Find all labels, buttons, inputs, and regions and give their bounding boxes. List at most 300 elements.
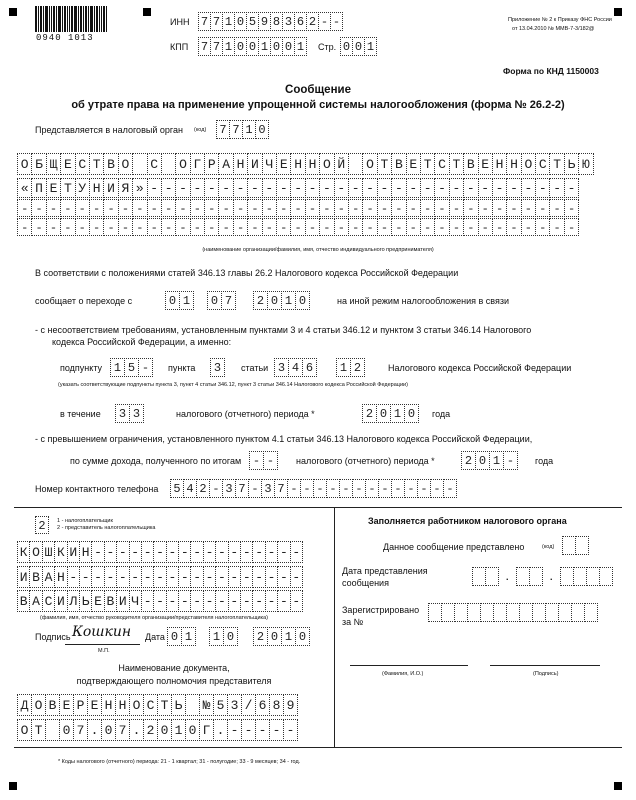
char-cell: - [161, 199, 176, 217]
char-cell: - [535, 218, 550, 236]
char-cell [506, 603, 520, 622]
char-cell: 9 [283, 694, 298, 716]
char-cell: 5 [246, 12, 259, 31]
char-cell: 7 [229, 120, 243, 139]
char-cell: 1 [489, 451, 504, 470]
char-cell: 1 [364, 37, 377, 56]
submitted-label: Данное сообщение представлено [383, 542, 525, 552]
char-cell: А [218, 153, 233, 175]
char-cell: Ш [42, 541, 55, 563]
char-cell: Ь [564, 153, 579, 175]
char-cell: - [129, 566, 142, 588]
org-name-row-3[interactable] [17, 199, 579, 217]
char-cell: К [17, 541, 30, 563]
char-cell: - [17, 199, 32, 217]
sign-date-month[interactable] [209, 627, 238, 646]
office-date-day[interactable] [472, 567, 499, 586]
char-cell: - [190, 590, 203, 612]
char-cell: - [31, 218, 46, 236]
char-cell: Т [377, 153, 392, 175]
inn-field[interactable] [198, 12, 343, 31]
char-cell: 3 [274, 358, 289, 377]
char-cell: - [204, 218, 219, 236]
char-cell: - [463, 178, 478, 198]
char-cell: - [330, 12, 343, 31]
char-cell: Ь [79, 590, 92, 612]
barcode-number: 0940 1013 [36, 33, 94, 43]
char-cell: - [132, 199, 147, 217]
char-cell: - [377, 218, 392, 236]
section-divider [14, 507, 622, 508]
registered-number-field[interactable] [428, 603, 598, 622]
char-cell: С [42, 590, 55, 612]
char-cell: 2 [350, 358, 365, 377]
char-cell: 1 [336, 358, 351, 377]
char-cell: Е [406, 153, 421, 175]
char-cell: - [178, 590, 191, 612]
registration-mark-top-left [9, 8, 17, 16]
char-cell: И [247, 153, 262, 175]
char-cell: - [276, 199, 291, 217]
char-cell: - [141, 590, 154, 612]
signer-surname-row[interactable] [17, 541, 303, 563]
char-cell [428, 603, 442, 622]
noncompliance-text2: кодекса Российской Федерации, а именно: [52, 337, 232, 347]
char-cell: - [233, 218, 248, 236]
char-cell: Я [118, 178, 133, 198]
signer-name-row[interactable] [17, 566, 303, 588]
char-cell: - [443, 479, 457, 498]
char-cell: 6 [255, 694, 270, 716]
point-field[interactable] [210, 358, 225, 377]
char-cell: - [141, 541, 154, 563]
char-cell [485, 567, 499, 586]
char-cell: 8 [270, 12, 283, 31]
char-cell: - [147, 218, 162, 236]
office-date-label1: Дата представления [342, 566, 428, 576]
char-cell: - [147, 199, 162, 217]
char-cell: 0 [246, 37, 259, 56]
char-cell: Т [449, 153, 464, 175]
char-cell: - [549, 218, 564, 236]
char-cell [441, 603, 455, 622]
char-cell: 5 [170, 479, 184, 498]
office-date-month[interactable] [516, 567, 543, 586]
char-cell: - [240, 541, 253, 563]
char-cell: 3 [129, 404, 144, 423]
char-cell: В [45, 694, 60, 716]
char-cell: - [305, 199, 320, 217]
char-cell: - [104, 566, 117, 588]
char-cell: - [377, 199, 392, 217]
char-cell: - [334, 218, 349, 236]
char-cell: - [318, 12, 331, 31]
char-cell: О [129, 694, 144, 716]
char-cell: - [319, 199, 334, 217]
registration-mark-bottom-right [614, 782, 622, 790]
char-cell: - [449, 199, 464, 217]
char-cell: - [492, 178, 507, 198]
doc-row-1[interactable] [17, 694, 298, 716]
char-cell: - [166, 566, 179, 588]
char-cell: - [492, 199, 507, 217]
char-cell: - [91, 566, 104, 588]
char-cell: 3 [210, 358, 225, 377]
char-cell: - [153, 541, 166, 563]
char-cell: - [218, 178, 233, 198]
during-label: в течение [60, 409, 101, 419]
char-cell: 0 [165, 291, 180, 310]
char-cell [493, 603, 507, 622]
char-cell: В [17, 590, 30, 612]
char-cell: - [203, 566, 216, 588]
char-cell: - [406, 218, 421, 236]
code-tail: Налогового кодекса Российской Федерации [388, 363, 572, 373]
char-cell: В [29, 566, 42, 588]
char-cell: - [463, 218, 478, 236]
char-cell: - [118, 218, 133, 236]
char-cell: 0 [234, 12, 247, 31]
char-cell: - [215, 590, 228, 612]
char-cell: 0 [223, 627, 238, 646]
char-cell [467, 603, 481, 622]
char-cell: - [75, 199, 90, 217]
char-cell: Б [31, 153, 46, 175]
page-label: Стр. [318, 42, 337, 52]
char-cell: - [391, 199, 406, 217]
char-cell: Т [89, 153, 104, 175]
char-cell: - [67, 566, 80, 588]
char-cell: - [535, 178, 550, 198]
doc-title-line1: Наименование документа, [118, 663, 230, 673]
form-code: Форма по КНД 1150003 [503, 66, 599, 76]
subpoint-label: подпункту [60, 363, 103, 373]
char-cell: - [362, 178, 377, 198]
char-cell: - [263, 451, 278, 470]
char-cell: - [290, 566, 303, 588]
char-cell: 0 [270, 37, 283, 56]
char-cell: Ч [129, 590, 142, 612]
char-cell: Р [204, 153, 219, 175]
title-line2: об утрате права на применение упрощенной системы налогообложения (форма № 26.2-2) [71, 99, 565, 111]
date-separator: . [550, 572, 553, 582]
appendix-line2: от 13.04.2010 № ММВ-7-3/182@ [512, 26, 595, 32]
sign-date-year[interactable] [253, 627, 310, 646]
char-cell: 2 [196, 479, 210, 498]
char-cell: - [420, 178, 435, 198]
char-cell: - [362, 199, 377, 217]
char-cell: 1 [258, 37, 271, 56]
transition-month[interactable] [207, 291, 236, 310]
char-cell: Н [305, 153, 320, 175]
authority-label: Представляется в налоговый орган [35, 125, 183, 135]
char-cell: № [199, 694, 214, 716]
char-cell: - [190, 218, 205, 236]
char-cell: О [118, 153, 133, 175]
char-cell: 7 [216, 120, 230, 139]
char-cell: . [213, 719, 228, 741]
transition-year[interactable] [253, 291, 310, 310]
authority-code-field[interactable] [216, 120, 269, 139]
char-cell: 0 [267, 627, 282, 646]
char-cell: - [227, 719, 242, 741]
char-cell: - [549, 178, 564, 198]
char-cell: - [265, 541, 278, 563]
char-cell: - [79, 566, 92, 588]
char-cell: - [334, 199, 349, 217]
char-cell [573, 567, 587, 586]
char-cell: - [362, 218, 377, 236]
char-cell: - [549, 199, 564, 217]
char-cell: 7 [235, 479, 249, 498]
char-cell: - [190, 566, 203, 588]
char-cell: 0 [267, 291, 282, 310]
page-field[interactable] [340, 37, 377, 56]
excess-year-field[interactable] [461, 451, 518, 470]
char-cell: 6 [294, 12, 307, 31]
char-cell: 1 [179, 291, 194, 310]
kpp-field[interactable] [198, 37, 307, 56]
registration-mark-top-right [614, 8, 622, 16]
char-cell [132, 153, 147, 175]
char-cell: 3 [227, 694, 242, 716]
org-name-row-1[interactable] [17, 153, 594, 175]
char-cell: 1 [181, 627, 196, 646]
char-cell: 1 [281, 291, 296, 310]
char-cell: - [420, 199, 435, 217]
char-cell [560, 567, 574, 586]
period-label: налогового (отчетного) периода * [176, 409, 315, 419]
char-cell: 0 [475, 451, 490, 470]
char-cell: - [290, 178, 305, 198]
signer-type-field[interactable] [35, 516, 49, 534]
char-cell: 2 [253, 627, 268, 646]
office-sign-caption: (Подпись) [533, 671, 559, 677]
char-cell: 0 [185, 719, 200, 741]
char-cell: - [290, 218, 305, 236]
statement-text: В соответствии с положениями статей 346.13 главы 26.2 Налогового кодекса Российской Федерации [35, 268, 459, 278]
char-cell: О [17, 719, 32, 741]
char-cell: Н [101, 694, 116, 716]
char-cell [558, 603, 572, 622]
char-cell: Н [79, 541, 92, 563]
registration-mark-bottom-left [9, 782, 17, 790]
char-cell: 0 [404, 404, 419, 423]
transition-tail: на иной режим налогообложения в связи [337, 296, 509, 306]
char-cell: / [241, 694, 256, 716]
char-cell [454, 603, 468, 622]
article-field-1[interactable] [274, 358, 317, 377]
char-cell: - [300, 479, 314, 498]
char-cell: 3 [261, 479, 275, 498]
char-cell: И [67, 541, 80, 563]
during-field[interactable] [115, 404, 144, 423]
char-cell: - [209, 479, 223, 498]
char-cell: - [262, 218, 277, 236]
char-cell: 5 [213, 694, 228, 716]
char-cell: - [252, 566, 265, 588]
char-cell: - [564, 199, 579, 217]
char-cell: - [283, 719, 298, 741]
char-cell: - [190, 199, 205, 217]
char-cell: - [118, 199, 133, 217]
char-cell [185, 694, 200, 716]
article-field-2[interactable] [336, 358, 365, 377]
char-cell: 0 [295, 627, 310, 646]
char-cell: - [240, 566, 253, 588]
noncompliance-caption: (указать соответствующие подпункты пункта 3, пункт 4 статьи 346.12, пункт 3 статьи 346.14 Налогового кодекса Российской Федерации) [58, 382, 408, 388]
char-cell: О [17, 153, 32, 175]
char-cell: - [153, 566, 166, 588]
char-cell: Т [60, 178, 75, 198]
char-cell: - [60, 199, 75, 217]
office-name-line [350, 665, 468, 666]
char-cell: И [116, 590, 129, 612]
char-cell: Л [67, 590, 80, 612]
char-cell: Н [233, 153, 248, 175]
char-cell: - [319, 178, 334, 198]
char-cell: - [228, 590, 241, 612]
char-cell: - [564, 218, 579, 236]
char-cell: - [103, 199, 118, 217]
office-date-year[interactable] [560, 567, 613, 586]
char-cell: 1 [294, 37, 307, 56]
org-name-row-2[interactable] [17, 178, 579, 198]
char-cell: 3 [222, 479, 236, 498]
char-cell: - [252, 590, 265, 612]
char-cell: 1 [171, 719, 186, 741]
signature-line [65, 644, 140, 645]
char-cell: Е [478, 153, 493, 175]
submitted-code-field[interactable] [562, 536, 589, 555]
office-date-label2: сообщения [342, 578, 389, 588]
char-cell [571, 603, 585, 622]
char-cell: - [449, 218, 464, 236]
char-cell: - [262, 178, 277, 198]
char-cell: - [348, 218, 363, 236]
excess-period-label: налогового (отчетного) периода * [296, 456, 435, 466]
char-cell: 7 [198, 37, 211, 56]
doc-row-2[interactable] [17, 719, 298, 741]
char-cell: - [203, 590, 216, 612]
char-cell: В [463, 153, 478, 175]
char-cell: Г [199, 719, 214, 741]
char-cell: - [319, 218, 334, 236]
signer-caption: (фамилия, имя, отчество руководителя организации/представителя налогоплательщика) [40, 615, 268, 621]
appendix-line1: Приложение № 2 к Приказу ФНС России [508, 17, 612, 23]
char-cell: - [391, 178, 406, 198]
point-label: пункта [168, 363, 196, 373]
sign-date-day[interactable] [167, 627, 196, 646]
subpoint-field[interactable] [110, 358, 153, 377]
char-cell: - [277, 541, 290, 563]
char-cell: Е [91, 590, 104, 612]
char-cell: У [75, 178, 90, 198]
char-cell: 7 [115, 719, 130, 741]
char-cell: - [564, 178, 579, 198]
char-cell: - [503, 451, 518, 470]
char-cell: Н [492, 153, 507, 175]
signer-patronymic-row[interactable] [17, 590, 303, 612]
char-cell: - [265, 566, 278, 588]
period-year-field[interactable] [362, 404, 419, 423]
char-cell: - [287, 479, 301, 498]
char-cell: С [535, 153, 550, 175]
char-cell: - [247, 178, 262, 198]
char-cell: - [178, 566, 191, 588]
char-cell: - [46, 199, 61, 217]
income-field[interactable] [249, 451, 278, 470]
char-cell: - [348, 199, 363, 217]
char-cell: - [190, 541, 203, 563]
char-cell: В [104, 590, 117, 612]
char-cell: - [89, 199, 104, 217]
char-cell: - [521, 199, 536, 217]
char-cell: Т [549, 153, 564, 175]
char-cell: 2 [143, 719, 158, 741]
char-cell: - [434, 218, 449, 236]
char-cell: 7 [210, 12, 223, 31]
date-label: Дата [145, 632, 165, 642]
char-cell [545, 603, 559, 622]
char-cell: « [17, 178, 32, 198]
char-cell: - [265, 590, 278, 612]
phone-field[interactable] [170, 479, 457, 498]
char-cell: Д [17, 694, 32, 716]
char-cell: О [319, 153, 334, 175]
date-separator: . [506, 572, 509, 582]
char-cell [516, 567, 530, 586]
transition-day[interactable] [165, 291, 194, 310]
char-cell: 0 [157, 719, 172, 741]
char-cell: - [248, 479, 262, 498]
char-cell [480, 603, 494, 622]
char-cell: - [91, 541, 104, 563]
char-cell: 1 [242, 120, 256, 139]
char-cell: - [434, 178, 449, 198]
char-cell: - [17, 218, 32, 236]
inn-label: ИНН [170, 17, 190, 27]
char-cell: 7 [73, 719, 88, 741]
year-label: года [432, 409, 451, 419]
char-cell: И [54, 590, 67, 612]
char-cell: - [378, 479, 392, 498]
char-cell: . [129, 719, 144, 741]
char-cell: - [138, 358, 153, 377]
signer-type-option2: 2 - представитель налогоплательщика [57, 525, 156, 531]
char-cell: - [153, 590, 166, 612]
char-cell: - [46, 218, 61, 236]
char-cell: О [29, 541, 42, 563]
registration-mark-top-center [143, 8, 151, 16]
char-cell: - [161, 178, 176, 198]
org-name-row-4[interactable] [17, 218, 579, 236]
char-cell: 0 [234, 37, 247, 56]
char-cell: 0 [207, 291, 222, 310]
char-cell: - [348, 178, 363, 198]
char-cell: 0 [101, 719, 116, 741]
char-cell: - [175, 178, 190, 198]
char-cell: 2 [35, 516, 49, 534]
char-cell [161, 153, 176, 175]
signer-type-option1: 1 - налогоплательщик [57, 518, 113, 524]
char-cell: - [129, 541, 142, 563]
char-cell: - [417, 479, 431, 498]
char-cell: - [218, 199, 233, 217]
char-cell: 0 [352, 37, 365, 56]
char-cell: - [132, 218, 147, 236]
char-cell: 7 [198, 12, 211, 31]
